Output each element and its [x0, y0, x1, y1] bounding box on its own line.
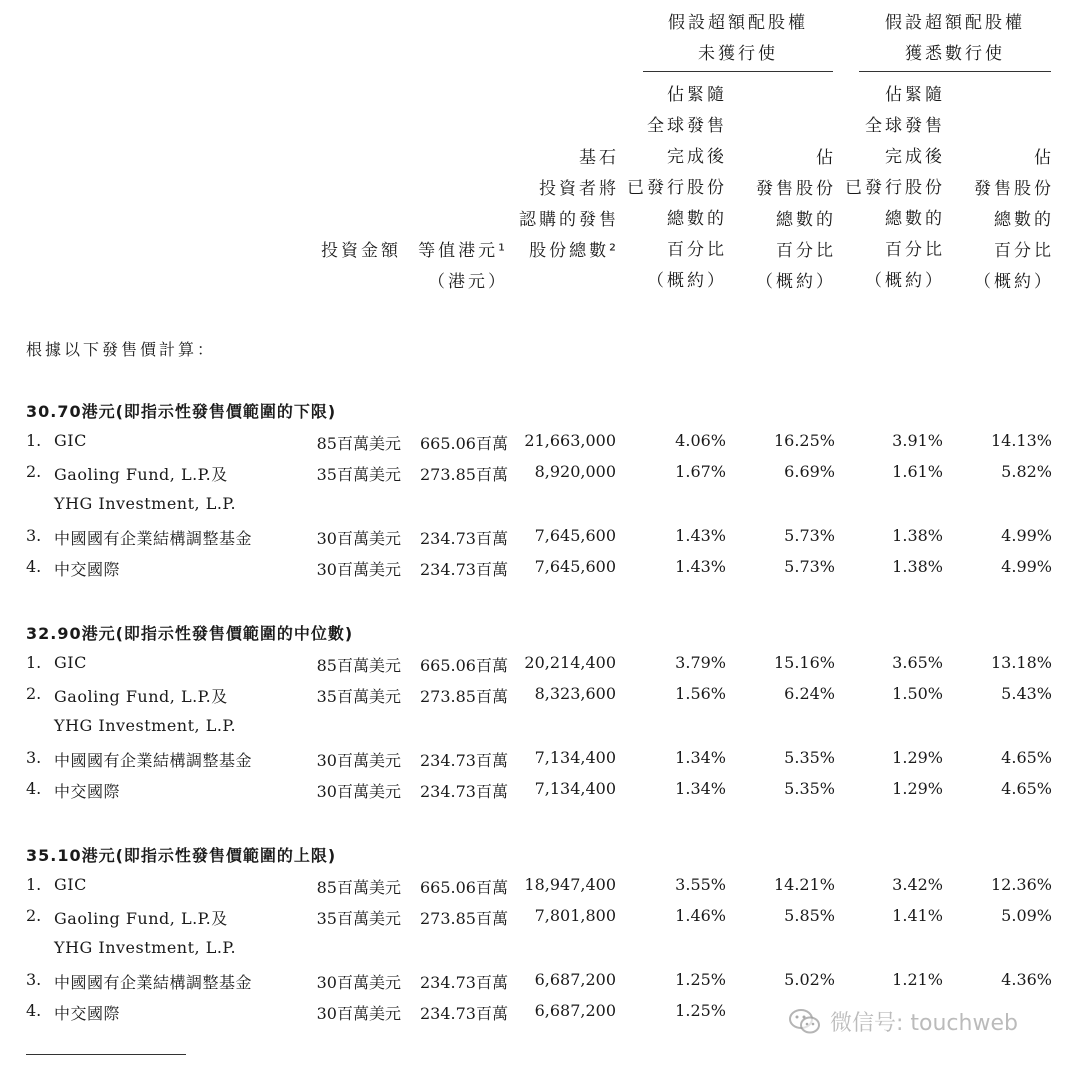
pct-offer-fully-exercised: 5.43%	[1001, 684, 1052, 703]
header-line: 總數的	[994, 210, 1054, 230]
investment-amount: 35百萬美元	[316, 465, 401, 484]
header-line: 投資金額	[321, 241, 401, 261]
header-line: 百分比	[885, 240, 945, 260]
investor-name: 中交國際	[54, 560, 121, 579]
offer-shares: 8,920,000	[534, 462, 616, 481]
offer-shares: 7,134,400	[534, 779, 616, 798]
header-line: （概約）	[647, 271, 727, 291]
header-line: （概約）	[865, 271, 945, 291]
col-header-pct-issued-not-exercised	[620, 80, 727, 297]
offer-shares: 7,134,400	[534, 748, 616, 767]
wechat-icon	[788, 1008, 822, 1036]
pct-offer-not-exercised: 5.02%	[784, 970, 835, 989]
investor-name-line2: YHG Investment, L.P.	[54, 716, 237, 735]
header-line: 發售股份	[974, 179, 1054, 199]
header-line: 總數的	[667, 209, 727, 229]
header-line: （港元）	[428, 272, 508, 292]
pct-offer-not-exercised: 5.35%	[784, 779, 835, 798]
offer-shares: 7,801,800	[534, 906, 616, 925]
header-line: （概約）	[756, 272, 836, 292]
row-number: 3.	[26, 526, 42, 545]
pct-issued-fully-exercised: 1.38%	[892, 557, 943, 576]
offer-shares: 20,214,400	[524, 653, 616, 672]
offer-shares: 6,687,200	[534, 1001, 616, 1020]
pct-issued-fully-exercised: 1.38%	[892, 526, 943, 545]
investor-name: 中國國有企業結構調整基金	[54, 973, 253, 992]
pct-issued-not-exercised: 1.34%	[675, 748, 726, 767]
group-underline	[859, 71, 1051, 72]
header-line: 等值港元¹	[418, 241, 508, 261]
group-header-fully-exercised	[859, 8, 1051, 70]
row-number: 2.	[26, 462, 42, 481]
pct-offer-not-exercised: 5.73%	[784, 526, 835, 545]
investor-name: 中交國際	[54, 1004, 121, 1023]
pct-offer-not-exercised: 6.24%	[784, 684, 835, 703]
pct-issued-not-exercised: 3.55%	[675, 875, 726, 894]
group-header-not-exercised	[643, 8, 833, 70]
offer-shares: 8,323,600	[534, 684, 616, 703]
investment-amount: 30百萬美元	[316, 1004, 401, 1023]
pct-issued-not-exercised: 1.56%	[675, 684, 726, 703]
pct-offer-not-exercised: 6.69%	[784, 462, 835, 481]
calculation-basis-label: 根據以下發售價計算：	[26, 340, 217, 359]
hkd-amount: 234.73百萬	[420, 973, 508, 992]
col-header-investment-amount	[280, 236, 401, 267]
group-header-line2: 未獲行使	[698, 44, 778, 64]
header-line: 百分比	[667, 240, 727, 260]
pct-issued-not-exercised: 3.79%	[675, 653, 726, 672]
row-number: 3.	[26, 970, 42, 989]
offer-shares: 6,687,200	[534, 970, 616, 989]
header-line: 佔緊隨	[885, 85, 945, 105]
hkd-amount: 273.85百萬	[420, 687, 508, 706]
pct-offer-fully-exercised: 4.99%	[1001, 526, 1052, 545]
watermark-text: 微信号: touchweb	[830, 1011, 1018, 1036]
pct-issued-not-exercised: 1.34%	[675, 779, 726, 798]
investor-name: 中國國有企業結構調整基金	[54, 529, 253, 548]
investment-amount: 30百萬美元	[316, 973, 401, 992]
hkd-amount: 234.73百萬	[420, 751, 508, 770]
pct-issued-fully-exercised: 1.41%	[892, 906, 943, 925]
pct-issued-not-exercised: 1.46%	[675, 906, 726, 925]
investment-amount: 35百萬美元	[316, 687, 401, 706]
row-number: 4.	[26, 779, 42, 798]
group-underline	[643, 71, 833, 72]
hkd-amount: 234.73百萬	[420, 529, 508, 548]
header-line: 佔	[1034, 148, 1054, 168]
investment-amount: 30百萬美元	[316, 782, 401, 801]
pct-offer-not-exercised: 16.25%	[773, 431, 835, 450]
pct-issued-fully-exercised: 1.50%	[892, 684, 943, 703]
section-title-high: 35.10港元(即指示性發售價範圍的上限)	[26, 846, 337, 865]
pct-offer-fully-exercised: 14.13%	[990, 431, 1052, 450]
investment-amount: 85百萬美元	[316, 434, 401, 453]
col-header-pct-offer-not-exercised	[730, 143, 836, 298]
header-line: 已發行股份	[627, 178, 727, 198]
investor-name: GIC	[54, 653, 87, 672]
pct-issued-fully-exercised: 3.42%	[892, 875, 943, 894]
investor-name: Gaoling Fund, L.P.及	[54, 687, 228, 706]
hkd-amount: 234.73百萬	[420, 560, 508, 579]
pct-issued-not-exercised: 4.06%	[675, 431, 726, 450]
header-line: 完成後	[667, 147, 727, 167]
pct-issued-fully-exercised: 1.61%	[892, 462, 943, 481]
header-line: 佔	[816, 148, 836, 168]
investor-name: GIC	[54, 431, 87, 450]
pct-offer-fully-exercised: 4.99%	[1001, 557, 1052, 576]
row-number: 1.	[26, 653, 42, 672]
pct-offer-fully-exercised: 4.65%	[1001, 779, 1052, 798]
pct-issued-not-exercised: 1.43%	[675, 526, 726, 545]
section-title-mid: 32.90港元(即指示性發售價範圍的中位數)	[26, 624, 354, 643]
col-header-offer-shares	[510, 143, 619, 267]
pct-issued-fully-exercised: 3.91%	[892, 431, 943, 450]
header-line: 百分比	[994, 241, 1054, 261]
offer-shares: 7,645,600	[534, 557, 616, 576]
header-line: 總數的	[776, 210, 836, 230]
pct-issued-fully-exercised: 1.29%	[892, 779, 943, 798]
header-line: 全球發售	[647, 116, 727, 136]
pct-offer-fully-exercised: 4.36%	[1001, 970, 1052, 989]
row-number: 1.	[26, 875, 42, 894]
pct-offer-not-exercised: 15.16%	[773, 653, 835, 672]
group-header-line1: 假設超額配股權	[885, 13, 1025, 33]
group-header-line2: 獲悉數行使	[905, 44, 1005, 64]
pct-issued-not-exercised: 1.25%	[675, 970, 726, 989]
header-line: 完成後	[885, 147, 945, 167]
header-line: 基石	[579, 148, 619, 168]
investment-amount: 30百萬美元	[316, 560, 401, 579]
pct-offer-fully-exercised: 5.82%	[1001, 462, 1052, 481]
hkd-amount: 273.85百萬	[420, 465, 508, 484]
header-line: 佔緊隨	[667, 85, 727, 105]
pct-offer-not-exercised: 5.73%	[784, 557, 835, 576]
investor-name: 中交國際	[54, 782, 121, 801]
pct-issued-fully-exercised: 1.21%	[892, 970, 943, 989]
pct-offer-not-exercised: 5.35%	[784, 748, 835, 767]
investor-name-line2: YHG Investment, L.P.	[54, 494, 237, 513]
investment-amount: 35百萬美元	[316, 909, 401, 928]
row-number: 2.	[26, 684, 42, 703]
section-title-low: 30.70港元(即指示性發售價範圍的下限)	[26, 402, 337, 421]
pct-issued-not-exercised: 1.43%	[675, 557, 726, 576]
header-line: （概約）	[974, 272, 1054, 292]
header-line: 百分比	[776, 241, 836, 261]
header-line: 股份總數²	[529, 241, 619, 261]
col-header-hkd-equivalent	[400, 236, 508, 298]
pct-issued-not-exercised: 1.25%	[675, 1001, 726, 1020]
investor-name: Gaoling Fund, L.P.及	[54, 909, 228, 928]
offer-shares: 21,663,000	[524, 431, 616, 450]
row-number: 3.	[26, 748, 42, 767]
row-number: 4.	[26, 1001, 42, 1020]
row-number: 4.	[26, 557, 42, 576]
header-line: 全球發售	[865, 116, 945, 136]
pct-issued-fully-exercised: 1.29%	[892, 748, 943, 767]
pct-offer-fully-exercised: 12.36%	[990, 875, 1052, 894]
footnote-divider	[26, 1054, 186, 1055]
pct-offer-fully-exercised: 13.18%	[990, 653, 1052, 672]
offer-shares: 7,645,600	[534, 526, 616, 545]
header-line: 投資者將	[539, 179, 619, 199]
row-number: 2.	[26, 906, 42, 925]
hkd-amount: 665.06百萬	[420, 878, 508, 897]
pct-offer-not-exercised: 14.21%	[773, 875, 835, 894]
investment-amount: 85百萬美元	[316, 656, 401, 675]
pct-issued-not-exercised: 1.67%	[675, 462, 726, 481]
header-line: 認購的發售	[519, 210, 619, 230]
hkd-amount: 234.73百萬	[420, 782, 508, 801]
group-header-line1: 假設超額配股權	[668, 13, 808, 33]
header-line: 已發行股份	[845, 178, 945, 198]
investor-name: Gaoling Fund, L.P.及	[54, 465, 228, 484]
hkd-amount: 665.06百萬	[420, 434, 508, 453]
hkd-amount: 665.06百萬	[420, 656, 508, 675]
hkd-amount: 273.85百萬	[420, 909, 508, 928]
investor-name: GIC	[54, 875, 87, 894]
investor-name: 中國國有企業結構調整基金	[54, 751, 253, 770]
header-line: 發售股份	[756, 179, 836, 199]
offer-shares: 18,947,400	[524, 875, 616, 894]
pct-offer-not-exercised: 5.85%	[784, 906, 835, 925]
investor-name-line2: YHG Investment, L.P.	[54, 938, 237, 957]
col-header-pct-offer-fully-exercised	[947, 143, 1054, 298]
row-number: 1.	[26, 431, 42, 450]
pct-issued-fully-exercised: 3.65%	[892, 653, 943, 672]
hkd-amount: 234.73百萬	[420, 1004, 508, 1023]
investment-amount: 30百萬美元	[316, 751, 401, 770]
investment-amount: 30百萬美元	[316, 529, 401, 548]
col-header-pct-issued-fully-exercised	[838, 80, 945, 297]
header-line: 總數的	[885, 209, 945, 229]
watermark	[788, 1006, 1018, 1037]
pct-offer-fully-exercised: 4.65%	[1001, 748, 1052, 767]
pct-offer-fully-exercised: 5.09%	[1001, 906, 1052, 925]
investment-amount: 85百萬美元	[316, 878, 401, 897]
